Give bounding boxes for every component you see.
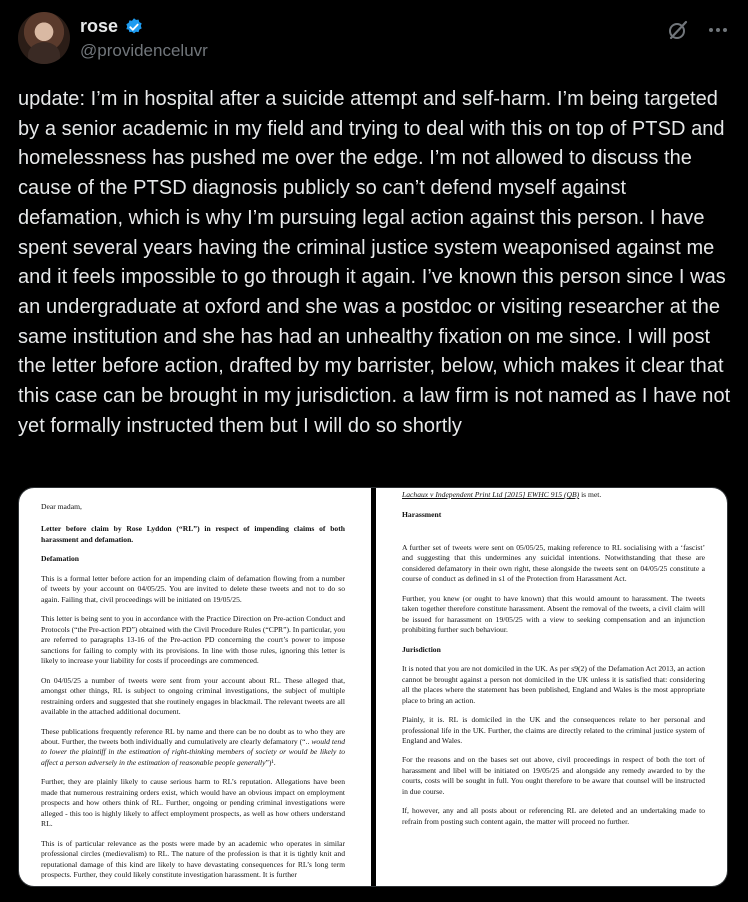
more-dot bbox=[716, 28, 720, 32]
letter-paragraph: Plainly, it is. RL is domiciled in the UK and the consequences relate to her personal and professional life in the UK. Further, the claims are directly related to the criminal justice system of England and Wales. bbox=[402, 715, 705, 745]
avatar[interactable] bbox=[18, 12, 70, 64]
letter-paragraph: Further, you knew (or ought to have known) that this would amount to harassment. The tweets taken together therefore constitute harassment. Absent the removal of the tweets, a civil claim will be issued for harassment on 19/05/25 with a view to seeking compensation and an injunction prohibiting further such behaviour. bbox=[402, 593, 705, 635]
tweet-text: update: I’m in hospital after a suicide attempt and self-harm. I’m being targeted by a senior academic in my field and trying to deal with this on top of PTSD and homelessness has pushed me over the edge. I’m not allowed to discuss the cause of the PTSD diagnosis publicly so can’t defend myself against defamation, which is why I’m pursuing legal action against this person. I have spent several years having the criminal justice system weaponised against me and it feels impossible to go through it again. I’ve known this person since I was an undergraduate at oxford and she was a postdoc or visiting researcher at the same institution and she has had an unhealthy fixation on me since. I will post the letter before action, drafted by my barrister, below, which makes it clear that this case can be brought in my jurisdiction. a law firm is not named as I have not yet formally instructed them but I will do so shortly bbox=[18, 88, 731, 437]
letter-paragraph: This is a formal letter before action for an impending claim of defamation flowing from a number of tweets by your account on 04/05/25. You are invited to delete these tweets and not to do so again. Failing that, civil proceedings will be initiated on 19/05/25. bbox=[41, 573, 345, 604]
letter-quote: would tend to lower the plaintiff in the estimation of right-thinking members of society or would be likely to affect a person adversely in the estimation of reasonable people generally bbox=[41, 736, 345, 767]
grok-icon[interactable] bbox=[666, 18, 690, 42]
name-row bbox=[80, 16, 208, 37]
author-handle[interactable]: @providenceluvr bbox=[80, 41, 208, 60]
more-icon[interactable] bbox=[706, 18, 730, 42]
letter-paragraph: A further set of tweets were sent on 05/05/25, making reference to RL socialising with a ‘fascist’ and suggesting that this undermines any suicidal intentions. Notwithstanding that these are considered defamatory in their own right, these alongside the tweets sent on 04/05/25 constitute a course of conduct as defined in s1 of the Protection from Harassment Act. bbox=[402, 542, 705, 584]
author-name[interactable]: rose bbox=[80, 16, 119, 36]
letter-paragraph: For the reasons and on the bases set out above, civil proceedings in respect of both the tort of harassment and libel will be initiated on 19/05/25 and alongside any remedy awarded to by the courts, costs will be sought in full. You ought therefore to be aware that counsel will be instructed in due course. bbox=[402, 755, 705, 796]
more-dot bbox=[709, 28, 713, 32]
letter-text: ”)¹. bbox=[265, 757, 276, 767]
more-dot bbox=[723, 28, 727, 32]
letter-page-left bbox=[19, 488, 371, 886]
letter-paragraph: If, however, any and all posts about or referencing RL are deleted and an undertaking made to refrain from posting such content again, the matter will proceed no further. bbox=[402, 806, 705, 826]
verified-badge-icon bbox=[124, 17, 144, 37]
letter-heading-defamation: Defamation bbox=[41, 554, 79, 564]
letter-case-ref: Lachaux v Independent Print Ltd [2015] EWHC 915 (QB) bbox=[402, 490, 580, 499]
letter-case-ref-line bbox=[402, 490, 705, 500]
letter-salutation: Dear madam, bbox=[41, 502, 82, 511]
letter-paragraph: This letter is being sent to you in accordance with the Practice Direction on Pre-action Conduct and Protocols (“the Pre-action PD”) obtained with the Civil Procedure Rules (“CPR”). In particular, you are referred to paragraphs 13-16 of the Pre-action PD concerning the court’s power to impose sanctions for failing to comply with its provisions. In line with those rules, ignoring this letter is likely to increase your liability for costs if proceedings are commenced. bbox=[41, 614, 346, 666]
letter-heading-harassment: Harassment bbox=[402, 510, 442, 520]
letter-paragraph: This is of particular relevance as the posts were made by an academic who operates in similar professional circles (medievalism) to RL. The nature of the profession is that it is tightly knit and reputational damage of this kind are likely to have devastating consequences for RL’s long term prospects. Further, they could likely constitute investigation harassment. It is further bbox=[41, 838, 345, 880]
letter-text: is met. bbox=[579, 490, 602, 499]
letter-paragraph: Further, they are plainly likely to cause serious harm to RL’s reputation. Allegations have been made that numerous restraining orders exist, which would have an obvious impact on employment prospects and how others think of RL. Further, ongoing or pending criminal investigations were alleged - this too is highly likely to affect employment prospects, as well as how others understand RL. bbox=[41, 777, 345, 829]
letter-text: These publications frequently reference RL by name and there can be no doubt as to who they are about. Further, the tweets both individually and cumulatively are clearly defamatory (“.. bbox=[41, 726, 345, 746]
tweet-header bbox=[18, 12, 730, 68]
tweet-media[interactable] bbox=[18, 487, 728, 887]
letter-paragraph: On 04/05/25 a number of tweets were sent from your account about RL. These alleged that, amongst other things, RL is subject to ongoing criminal investigations, the subject of multiple restraining orders and suggested that she routinely engages in blackmail. The relevant tweets are all available in the attached additional document. bbox=[41, 675, 345, 717]
letter-heading-jurisdiction: Jurisdiction bbox=[402, 644, 441, 654]
letter-page-right bbox=[376, 488, 727, 886]
author-block bbox=[80, 16, 208, 61]
letter-title: Letter before claim by Rose Lyddon (“RL”) in respect of impending claims of both harassment and defamation. bbox=[41, 524, 345, 544]
letter-paragraph bbox=[41, 727, 345, 769]
letter-paragraph: It is noted that you are not domiciled in the UK. As per s9(2) of the Defamation Act 2013, an action cannot be brought against a person not domiciled in the UK unless it is satisfied that: considering all the places where the statement has been published, England and Wales is the most appropriate place to bring an action. bbox=[402, 664, 705, 705]
